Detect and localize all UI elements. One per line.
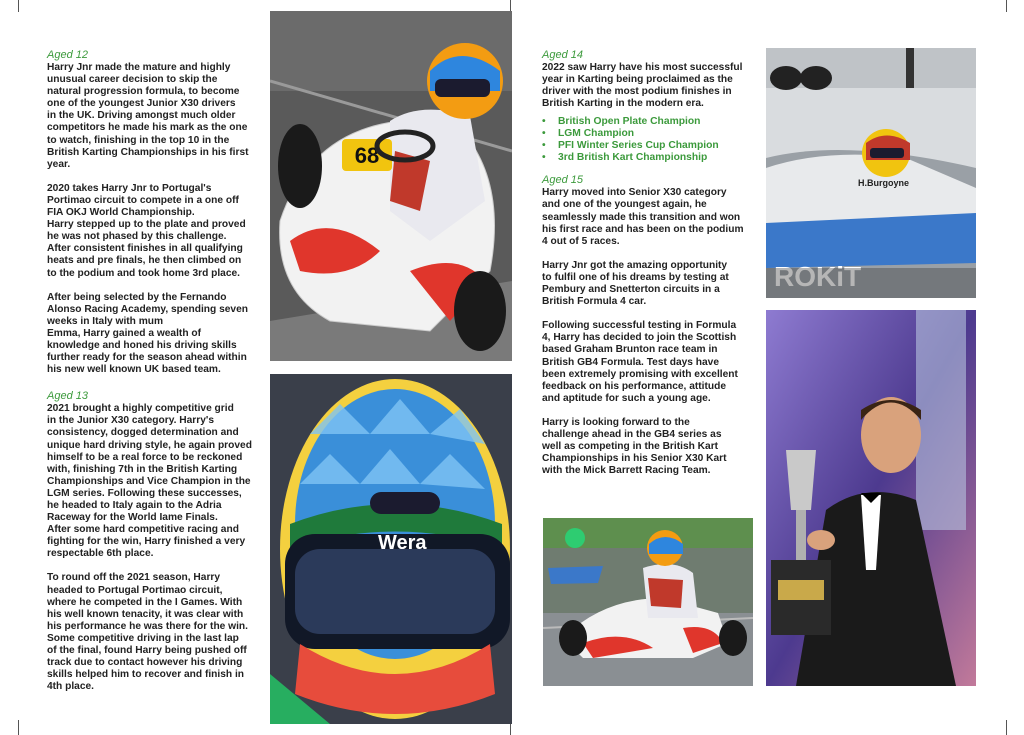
driver-name-label: H.Burgoyne bbox=[858, 178, 910, 188]
aged-15-paragraph-1: Harry moved into Senior X30 category and one of the youngest again, he seamlessly made this transition and won his first race and has been on the podium 4 out of 5 races. bbox=[542, 187, 744, 247]
kart-racing-photo bbox=[270, 11, 512, 361]
crop-mark bbox=[18, 720, 19, 735]
formula-car-photo bbox=[766, 48, 976, 298]
heading-aged-15: Aged 15 bbox=[542, 174, 583, 187]
heading-aged-14: Aged 14 bbox=[542, 49, 583, 61]
trophy-portrait-illustration bbox=[766, 310, 976, 686]
sponsor-label: ROKiT bbox=[774, 261, 862, 292]
right-text-column bbox=[542, 49, 760, 489]
kart-number-label: 68 bbox=[354, 143, 380, 168]
achievement-item: • 3rd British Kart Championship bbox=[542, 152, 760, 164]
crop-mark bbox=[1006, 720, 1007, 735]
formula-car-illustration bbox=[766, 48, 976, 298]
achievement-item: • PFI Winter Series Cup Champion bbox=[542, 140, 760, 152]
kart-track-illustration bbox=[543, 518, 753, 686]
aged-12-paragraph-1: Harry Jnr made the mature and highly unusual career decision to skip the natural progression formula, to become one of the youngest Junior X30 drivers in the UK. Driving amongst much older competitors he made his mark as the one to watch, finishing in the top 10 in the British Karting Championships in his first year. bbox=[47, 62, 249, 170]
aged-13-paragraph-1: 2021 brought a highly competitive grid in the Junior X30 category. Harry's consistency, dogged determination and unique hard driving style, he again proved himself to be a real force to be reckoned with, finishing 7th in the British Karting Championships and Vice Champion in the LGM series. Following these successes, he headed to Italy again to the Adria Raceway for the World Iame Finals. After some hard competitive racing and fighting for the win, Harry finished a very respectable 6th place. bbox=[47, 403, 252, 560]
kart-racing-illustration bbox=[270, 11, 512, 361]
achievement-item: • LGM Champion bbox=[542, 128, 760, 140]
heading-aged-12: Aged 12 bbox=[47, 49, 88, 61]
aged-15-paragraph-4: Harry is looking forward to the challenge ahead in the GB4 series as well as competing in the British Kart Championships in his Senior X30 Kart with the Mick Barrett Racing Team. bbox=[542, 416, 727, 477]
aged-15-paragraph-3: Following successful testing in Formula 4, Harry has decided to join the Scottish based Graham Brunton race team in British GB4 Formula. Test days have been extremely promising with excellent feedback on his performance, attitude and aptitude for such a young age. bbox=[542, 320, 738, 404]
crop-mark bbox=[1006, 0, 1007, 12]
achievements-list bbox=[542, 116, 760, 164]
helmet-closeup-photo bbox=[270, 374, 512, 724]
heading-aged-13: Aged 13 bbox=[47, 390, 88, 403]
helmet-brand-label: Wera bbox=[378, 532, 427, 554]
crop-mark bbox=[18, 0, 19, 12]
aged-15-paragraph-2: Harry Jnr got the amazing opportunity to fulfil one of his dreams by testing at Pembury and Snetterton circuits in a British Formula 4 car. bbox=[542, 259, 729, 308]
trophy-portrait-photo bbox=[766, 310, 976, 686]
helmet-illustration bbox=[270, 374, 512, 724]
achievement-item: • British Open Plate Champion bbox=[542, 116, 760, 128]
aged-13-paragraph-2: To round off the 2021 season, Harry headed to Portugal Portimao circuit, where he competed in the I Games. With his well known tenacity, it was clear with his performance he was there for the win. Some competitive driving in the last lap of the final, found Harry being pushed off track due to contact however his driving skills helped him to recover and finish in 4th place. bbox=[47, 572, 248, 693]
aged-14-intro: 2022 saw Harry have his most successful year in Karting being proclaimed as the driver with the most podium finishes in British Karting in the modern era. bbox=[542, 62, 743, 110]
left-text-column bbox=[47, 49, 267, 705]
aged-12-paragraph-2: 2020 takes Harry Jnr to Portugal's Portimao circuit to compete in a one off FIA OKJ World Championship. Harry stepped up to the plate and proved he was not phased by this challenge. After consistent finishes in all qualifying heats and pre finals, he then climbed on to the podium and took home 3rd place. bbox=[47, 182, 246, 279]
kart-track-photo bbox=[543, 518, 753, 686]
aged-12-paragraph-3: After being selected by the Fernando Alonso Racing Academy, spending seven weeks in Italy with mum Emma, Harry gained a wealth of knowledge and honed his driving skills further ready for the season ahead within his new well known UK based team. bbox=[47, 291, 248, 376]
